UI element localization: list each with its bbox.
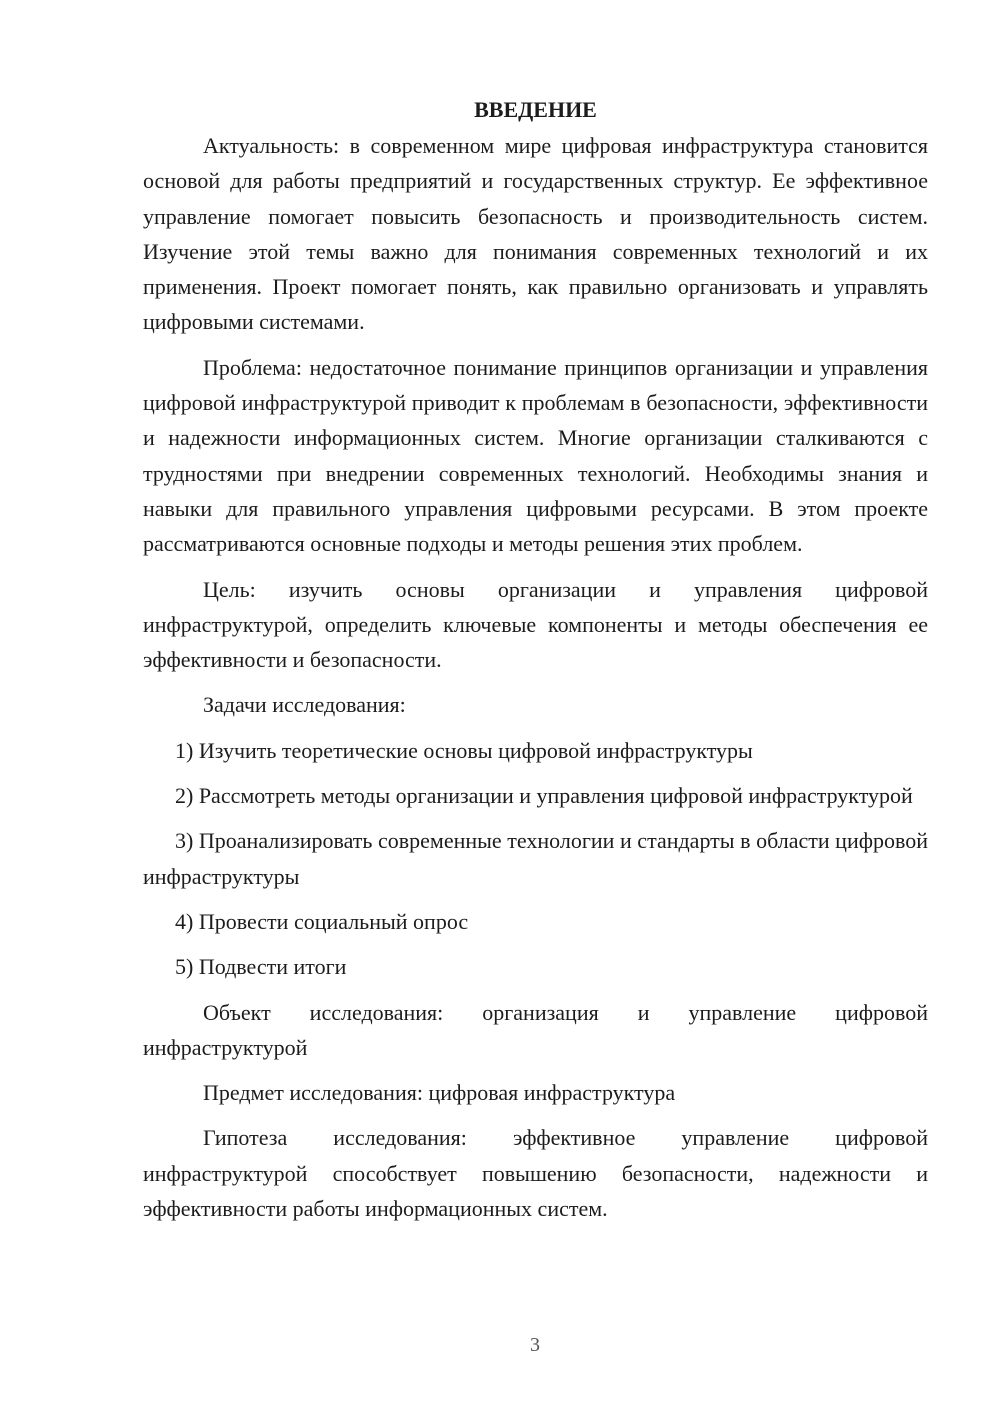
paragraph-problem: Проблема: недостаточное понимание принципов организации и управления цифровой инфраструктурой приводит к проблемам в безопасности, эффективности и надежности информационных систем. Многие организации сталкиваются с трудностями при внедрении современных технологий. Необходимы знания и навыки для правильного управления цифровыми ресурсами. В этом проекте рассматриваются основные подходы и методы решения этих проблем. xyxy=(143,354,928,557)
paragraph-relevance: Актуальность: в современном мире цифровая инфраструктура становится основой для работы предприятий и государственных структур. Ее эффективное управление помогает повысить безопасность и производительность систем. Изучение этой темы важно для понимания современных технологий и их применения. Проект помогает понять, как правильно организовать и управлять цифровыми системами. xyxy=(143,133,928,335)
paragraph-hypothesis: Гипотеза исследования: эффективное управление цифровой инфраструктурой способствует повышению безопасности, надежности и эффективности работы информационных систем. xyxy=(143,1125,928,1222)
task-item-5: 5) Подвести итоги xyxy=(175,954,347,980)
paragraph-subject: Предмет исследования: цифровая инфраструктура xyxy=(203,1080,676,1106)
page-number: 3 xyxy=(530,1334,540,1356)
page-content xyxy=(143,92,928,1236)
tasks-heading: Задачи исследования: xyxy=(203,692,406,718)
task-item-4: 4) Провести социальный опрос xyxy=(175,908,469,934)
paragraph-object: Объект исследования: организация и управление цифровой инфраструктурой xyxy=(143,999,928,1060)
task-item-3: 3) Проанализировать современные технологии и стандарты в области цифровой инфраструктуры xyxy=(143,828,928,889)
page-title: ВВЕДЕНИЕ xyxy=(474,97,597,122)
task-item-2: 2) Рассмотреть методы организации и управления цифровой инфраструктурой xyxy=(175,783,913,809)
paragraph-goal: Цель: изучить основы организации и управления цифровой инфраструктурой, определить ключевые компоненты и методы обеспечения ее эффективности и безопасности. xyxy=(143,576,928,673)
task-item-1: 1) Изучить теоретические основы цифровой инфраструктуры xyxy=(175,737,753,763)
